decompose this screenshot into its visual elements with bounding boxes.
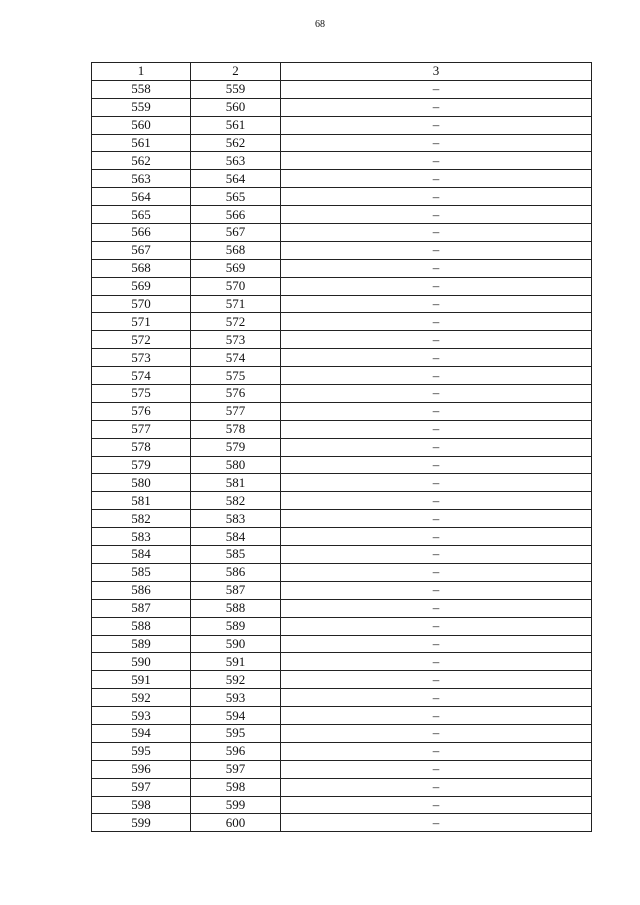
table-cell-col-3: – [281,80,592,98]
table-cell-col-3: – [281,474,592,492]
table-cell-col-1: 594 [92,724,191,742]
column-header-2: 2 [191,63,281,81]
page-number: 68 [315,19,325,30]
table-cell-col-1: 589 [92,635,191,653]
table-cell-col-2: 562 [191,134,281,152]
table-cell-col-3: – [281,724,592,742]
table-cell-col-1: 565 [92,206,191,224]
table-cell-col-3: – [281,170,592,188]
table-cell-col-2: 578 [191,420,281,438]
table-cell-col-2: 592 [191,671,281,689]
table-cell-col-2: 590 [191,635,281,653]
table-cell-col-2: 571 [191,295,281,313]
table-row [92,510,592,528]
header-row [92,63,592,81]
table-row [92,581,592,599]
table-cell-col-1: 574 [92,367,191,385]
table-cell-col-3: – [281,295,592,313]
table-row [92,98,592,116]
table-cell-col-1: 597 [92,778,191,796]
table-cell-col-3: – [281,277,592,295]
table-cell-col-2: 573 [191,331,281,349]
table-row [92,760,592,778]
table-cell-col-2: 586 [191,563,281,581]
table-cell-col-3: – [281,349,592,367]
table-cell-col-3: – [281,385,592,403]
table-header [92,63,592,81]
table-cell-col-1: 564 [92,188,191,206]
table-cell-col-3: – [281,796,592,814]
table-cell-col-3: – [281,671,592,689]
table-cell-col-1: 598 [92,796,191,814]
table-row [92,635,592,653]
table-cell-col-1: 581 [92,492,191,510]
table-row [92,277,592,295]
table-cell-col-2: 566 [191,206,281,224]
table-cell-col-2: 587 [191,581,281,599]
table-cell-col-3: – [281,134,592,152]
table-row [92,796,592,814]
table-row [92,402,592,420]
table-cell-col-1: 577 [92,420,191,438]
table-cell-col-1: 595 [92,742,191,760]
table-cell-col-3: – [281,188,592,206]
table-row [92,438,592,456]
table-cell-col-2: 581 [191,474,281,492]
table-row [92,259,592,277]
table-row [92,134,592,152]
table-row [92,707,592,725]
table-row [92,742,592,760]
table-row [92,724,592,742]
table-cell-col-3: – [281,528,592,546]
table-cell-col-1: 561 [92,134,191,152]
table-row [92,528,592,546]
table-cell-col-2: 584 [191,528,281,546]
table-row [92,653,592,671]
table-cell-col-2: 572 [191,313,281,331]
table-cell-col-2: 561 [191,116,281,134]
table-cell-col-1: 571 [92,313,191,331]
table-row [92,814,592,832]
table-cell-col-3: – [281,546,592,564]
table-cell-col-3: – [281,563,592,581]
table-cell-col-2: 576 [191,385,281,403]
table-row [92,188,592,206]
table-row [92,349,592,367]
table-cell-col-1: 587 [92,599,191,617]
table-row [92,420,592,438]
table-cell-col-1: 560 [92,116,191,134]
table-cell-col-3: – [281,402,592,420]
table-cell-col-3: – [281,98,592,116]
table-cell-col-1: 580 [92,474,191,492]
table-cell-col-1: 578 [92,438,191,456]
table-cell-col-1: 592 [92,689,191,707]
table-cell-col-2: 600 [191,814,281,832]
table-cell-col-2: 599 [191,796,281,814]
table-cell-col-2: 567 [191,224,281,242]
table-cell-col-2: 579 [191,438,281,456]
table-row [92,492,592,510]
table-cell-col-3: – [281,152,592,170]
table-row [92,152,592,170]
table-cell-col-3: – [281,707,592,725]
table-cell-col-1: 584 [92,546,191,564]
table-cell-col-2: 560 [191,98,281,116]
table-cell-col-1: 563 [92,170,191,188]
table-cell-col-3: – [281,331,592,349]
table-row [92,116,592,134]
table-row [92,367,592,385]
table-row [92,385,592,403]
table-row [92,563,592,581]
table-cell-col-2: 563 [191,152,281,170]
table-cell-col-2: 574 [191,349,281,367]
table-cell-col-1: 596 [92,760,191,778]
table-cell-col-3: – [281,742,592,760]
table-cell-col-2: 564 [191,170,281,188]
table-cell-col-2: 594 [191,707,281,725]
table-cell-col-3: – [281,689,592,707]
table-cell-col-1: 566 [92,224,191,242]
table-cell-col-1: 573 [92,349,191,367]
table-cell-col-1: 599 [92,814,191,832]
table-row [92,456,592,474]
table-cell-col-1: 567 [92,241,191,259]
table-cell-col-2: 589 [191,617,281,635]
table-row [92,599,592,617]
table-cell-col-1: 576 [92,402,191,420]
column-header-3: 3 [281,63,592,81]
table-cell-col-3: – [281,206,592,224]
table-cell-col-2: 559 [191,80,281,98]
table-cell-col-3: – [281,241,592,259]
table-row [92,170,592,188]
table-cell-col-2: 583 [191,510,281,528]
table-cell-col-3: – [281,581,592,599]
table-cell-col-3: – [281,653,592,671]
table-cell-col-3: – [281,492,592,510]
table-cell-col-1: 590 [92,653,191,671]
table-cell-col-2: 595 [191,724,281,742]
table-row [92,295,592,313]
table-cell-col-2: 580 [191,456,281,474]
table-row [92,80,592,98]
table-cell-col-2: 591 [191,653,281,671]
table-cell-col-1: 593 [92,707,191,725]
table-cell-col-2: 598 [191,778,281,796]
table-row [92,313,592,331]
table-cell-col-1: 558 [92,80,191,98]
table-row [92,474,592,492]
table-cell-col-3: – [281,778,592,796]
table-row [92,689,592,707]
table-cell-col-3: – [281,438,592,456]
table-cell-col-1: 569 [92,277,191,295]
table-cell-col-3: – [281,116,592,134]
table-cell-col-1: 586 [92,581,191,599]
table-cell-col-1: 559 [92,98,191,116]
table-body [92,80,592,831]
table-cell-col-2: 569 [191,259,281,277]
table-cell-col-2: 582 [191,492,281,510]
table-cell-col-3: – [281,510,592,528]
table-cell-col-3: – [281,635,592,653]
table-cell-col-2: 575 [191,367,281,385]
table-row [92,206,592,224]
table-cell-col-3: – [281,617,592,635]
table-row [92,224,592,242]
data-table [91,62,592,832]
table-cell-col-1: 575 [92,385,191,403]
table-cell-col-3: – [281,224,592,242]
table-cell-col-2: 577 [191,402,281,420]
table-cell-col-3: – [281,259,592,277]
table-row [92,331,592,349]
table-cell-col-2: 593 [191,689,281,707]
table-cell-col-1: 591 [92,671,191,689]
table-row [92,617,592,635]
table-cell-col-3: – [281,420,592,438]
table-cell-col-1: 572 [92,331,191,349]
table-cell-col-3: – [281,599,592,617]
table-cell-col-3: – [281,456,592,474]
table-row [92,546,592,564]
table-cell-col-1: 570 [92,295,191,313]
table-cell-col-2: 597 [191,760,281,778]
table-cell-col-2: 568 [191,241,281,259]
column-header-1: 1 [92,63,191,81]
table-row [92,671,592,689]
table-cell-col-1: 583 [92,528,191,546]
table-cell-col-1: 568 [92,259,191,277]
table-cell-col-3: – [281,313,592,331]
table-cell-col-3: – [281,367,592,385]
table-cell-col-3: – [281,814,592,832]
table-cell-col-1: 562 [92,152,191,170]
table-cell-col-2: 570 [191,277,281,295]
table-cell-col-3: – [281,760,592,778]
table-cell-col-1: 585 [92,563,191,581]
table-cell-col-1: 582 [92,510,191,528]
table-row [92,241,592,259]
table-cell-col-2: 585 [191,546,281,564]
table-cell-col-1: 579 [92,456,191,474]
table-cell-col-2: 565 [191,188,281,206]
table-row [92,778,592,796]
table-cell-col-1: 588 [92,617,191,635]
table-cell-col-2: 596 [191,742,281,760]
table-cell-col-2: 588 [191,599,281,617]
